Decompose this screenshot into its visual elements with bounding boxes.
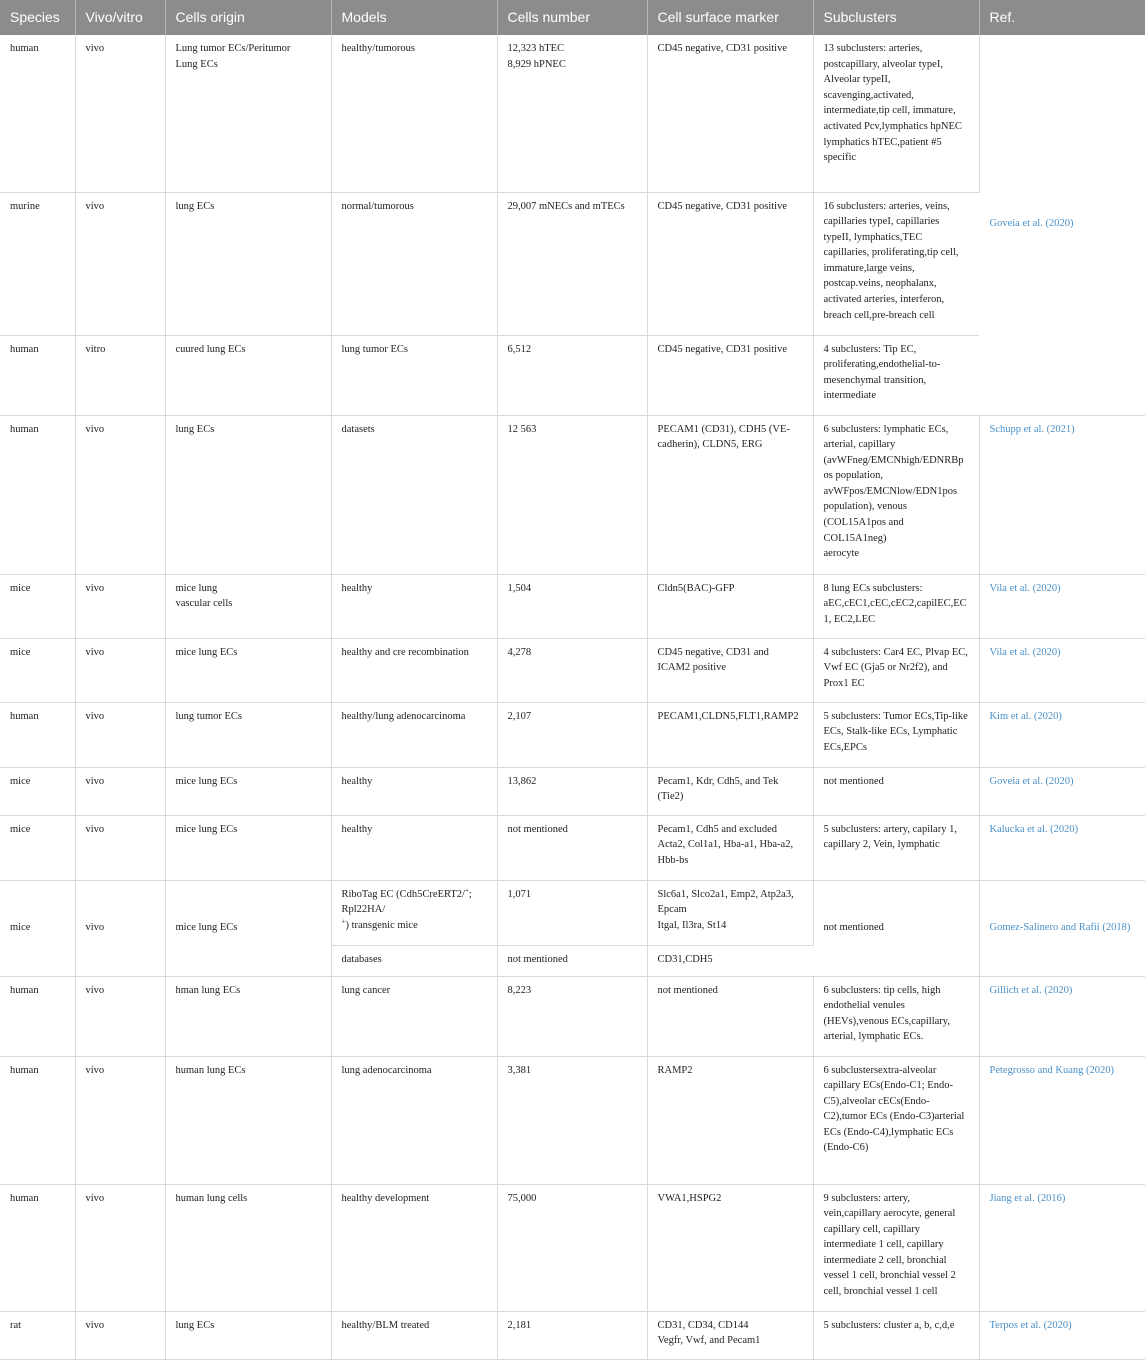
ref-link[interactable]: Kim et al. (2020) bbox=[979, 702, 1145, 767]
cell-cells-number: 1,071 bbox=[497, 880, 647, 945]
table-row bbox=[0, 815, 1145, 880]
cell-vivo-vitro: vivo bbox=[75, 574, 165, 638]
cell-subclusters: 16 subclusters: arteries, veins, capillaries typeI, capillaries typeII, lymphatics,TEC capillaries, proliferating,tip cell, immature,large veins, postcap.veins, neophalanx, activated arteries, interferon, breach cell,pre-breach cell bbox=[813, 192, 979, 335]
table-row bbox=[0, 1184, 1145, 1311]
cell-subclusters: not mentioned bbox=[813, 880, 979, 976]
ref-link[interactable]: Terpos et al. (2020) bbox=[979, 1311, 1145, 1359]
cell-surface-marker: PECAM1,CLDN5,FLT1,RAMP2 bbox=[647, 702, 813, 767]
cell-models: lung adenocarcinoma bbox=[331, 1056, 497, 1184]
cell-subclusters: 5 subclusters: artery, capilary 1, capillary 2, Vein, lymphatic bbox=[813, 815, 979, 880]
cell-cells-origin: mice lung ECs bbox=[165, 767, 331, 815]
cell-cells-number: 3,381 bbox=[497, 1056, 647, 1184]
cell-subclusters: 9 subclusters: artery, vein,capillary aerocyte, general capillary cell, capillary intermediate 1 cell, capillary intermediate 2 cell, bronchial vessel 1 cell, bronchial vessel 2 cell, bronchial vessel 1 cell bbox=[813, 1184, 979, 1311]
table-row bbox=[0, 35, 1145, 192]
cell-vivo-vitro: vivo bbox=[75, 1184, 165, 1311]
cell-species: mice bbox=[0, 767, 75, 815]
cell-vivo-vitro: vivo bbox=[75, 702, 165, 767]
cell-subclusters: 4 subclusters: Car4 EC, Plvap EC, Vwf EC (Gja5 or Nr2f2), and Prox1 EC bbox=[813, 638, 979, 702]
cell-species: rat bbox=[0, 1311, 75, 1359]
cell-subclusters: 13 subclusters: arteries, postcapillary, alveolar typeI, Alveolar typeII, scavenging,activated, intermediate,tip cell, immature, activated Pcv,lymphatics hpNEC lymphatics hTEC,patient #5 specific bbox=[813, 35, 979, 192]
cell-species: mice bbox=[0, 574, 75, 638]
cell-models: normal/tumorous bbox=[331, 192, 497, 335]
cell-models: healthy/tumorous bbox=[331, 35, 497, 192]
cell-subclusters: 6 subclusters: tip cells, high endothelial venules (HEVs),venous ECs,capillary, arterial, lymphatic ECs. bbox=[813, 976, 979, 1056]
header-row bbox=[0, 0, 1145, 35]
cell-models: datasets bbox=[331, 415, 497, 574]
cell-cells-number: 6,512 bbox=[497, 335, 647, 415]
superscript-plus: + bbox=[464, 886, 469, 894]
cell-species: murine bbox=[0, 192, 75, 335]
cell-species: mice bbox=[0, 638, 75, 702]
cell-subclusters: 8 lung ECs subclusters: aEC,cEC1,cEC,cEC2,capilEC,EC1, EC2,LEC bbox=[813, 574, 979, 638]
cell-models: lung tumor ECs bbox=[331, 335, 497, 415]
cell-cells-origin: lung ECs bbox=[165, 415, 331, 574]
cell-surface-marker: Pecam1, Kdr, Cdh5, and Tek (Tie2) bbox=[647, 767, 813, 815]
table-row bbox=[0, 638, 1145, 702]
cell-vivo-vitro: vivo bbox=[75, 1311, 165, 1359]
cell-models: healthy development bbox=[331, 1184, 497, 1311]
cell-subclusters: 5 subclusters: cluster a, b, c,d,e bbox=[813, 1311, 979, 1359]
cell-vivo-vitro: vivo bbox=[75, 880, 165, 976]
cell-species: human bbox=[0, 35, 75, 192]
ref-link[interactable]: Vila et al. (2020) bbox=[979, 574, 1145, 638]
cell-cells-origin: human lung ECs bbox=[165, 1056, 331, 1184]
cell-surface-marker: CD45 negative, CD31 positive bbox=[647, 192, 813, 335]
cell-species: human bbox=[0, 1184, 75, 1311]
cell-cells-number: 12,323 hTEC 8,929 hPNEC bbox=[497, 35, 647, 192]
cell-surface-marker: Slc6a1, Slco2a1, Emp2, Atp2a3, Epcam Itgal, Il3ra, St14 bbox=[647, 880, 813, 945]
table-row bbox=[0, 976, 1145, 1056]
table-row bbox=[0, 880, 1145, 945]
header-vivo-vitro: Vivo/vitro bbox=[75, 0, 165, 35]
cell-models: lung cancer bbox=[331, 976, 497, 1056]
header-cell-surface-marker: Cell surface marker bbox=[647, 0, 813, 35]
table-row bbox=[0, 702, 1145, 767]
cell-models: healthy bbox=[331, 767, 497, 815]
header-cells-number: Cells number bbox=[497, 0, 647, 35]
cell-surface-marker: Pecam1, Cdh5 and excluded Acta2, Col1a1, Hba-a1, Hba-a2, Hbb-bs bbox=[647, 815, 813, 880]
cell-subclusters: 4 subclusters: Tip EC, proliferating,endothelial-to-mesenchymal transition, intermediate bbox=[813, 335, 979, 415]
cell-subclusters: not mentioned bbox=[813, 767, 979, 815]
cell-cells-origin: mice lung ECs bbox=[165, 638, 331, 702]
cell-cells-number: 13,862 bbox=[497, 767, 647, 815]
ref-link[interactable]: Vila et al. (2020) bbox=[979, 638, 1145, 702]
cell-cells-number: not mentioned bbox=[497, 945, 647, 976]
cell-cells-origin: mice lung ECs bbox=[165, 815, 331, 880]
cell-subclusters: 5 subclusters: Tumor ECs,Tip-like ECs, Stalk-like ECs, Lymphatic ECs,EPCs bbox=[813, 702, 979, 767]
header-species: Species bbox=[0, 0, 75, 35]
cell-vivo-vitro: vivo bbox=[75, 767, 165, 815]
cell-cells-origin: Lung tumor ECs/Peritumor Lung ECs bbox=[165, 35, 331, 192]
cell-cells-number: 2,181 bbox=[497, 1311, 647, 1359]
cell-surface-marker: RAMP2 bbox=[647, 1056, 813, 1184]
cell-cells-origin: lung tumor ECs bbox=[165, 702, 331, 767]
header-models: Models bbox=[331, 0, 497, 35]
ref-link[interactable]: Goveia et al. (2020) bbox=[979, 767, 1145, 815]
cell-models: healthy and cre recombination bbox=[331, 638, 497, 702]
model-text-3: ) transgenic mice bbox=[345, 919, 418, 931]
cell-surface-marker: Cldn5(BAC)-GFP bbox=[647, 574, 813, 638]
header-cells-origin: Cells origin bbox=[165, 0, 331, 35]
cell-surface-marker: VWA1,HSPG2 bbox=[647, 1184, 813, 1311]
header-subclusters: Subclusters bbox=[813, 0, 979, 35]
cell-cells-number: 2,107 bbox=[497, 702, 647, 767]
cell-cells-origin: mice lung ECs bbox=[165, 880, 331, 976]
cell-models bbox=[331, 880, 497, 945]
cell-surface-marker: CD45 negative, CD31 positive bbox=[647, 335, 813, 415]
cell-cells-number: 4,278 bbox=[497, 638, 647, 702]
cell-cells-number: 8,223 bbox=[497, 976, 647, 1056]
table-row bbox=[0, 1311, 1145, 1359]
cell-subclusters: 6 subclustersextra-alveolar capillary ECs(Endo-C1; Endo-C5),alveolar cECs(Endo-C2),tumor ECs (Endo-C3)arterial ECs (Endo-C4),lymphatic ECs (Endo-C6) bbox=[813, 1056, 979, 1184]
ref-link[interactable]: Jiang et al. (2016) bbox=[979, 1184, 1145, 1311]
cell-cells-origin: lung ECs bbox=[165, 1311, 331, 1359]
cell-cells-origin: hman lung ECs bbox=[165, 976, 331, 1056]
cell-cells-origin: human lung cells bbox=[165, 1184, 331, 1311]
cell-cells-origin: lung ECs bbox=[165, 192, 331, 335]
table-row bbox=[0, 767, 1145, 815]
cell-vivo-vitro: vivo bbox=[75, 415, 165, 574]
ref-link[interactable]: Schupp et al. (2021) bbox=[979, 415, 1145, 574]
model-text-2: ; Rpl22HA/ bbox=[341, 888, 472, 916]
table-row bbox=[0, 192, 1145, 335]
cell-vivo-vitro: vivo bbox=[75, 35, 165, 192]
cell-surface-marker: CD45 negative, CD31 positive bbox=[647, 35, 813, 192]
cell-cells-number: not mentioned bbox=[497, 815, 647, 880]
cell-models: healthy bbox=[331, 815, 497, 880]
cell-species: human bbox=[0, 976, 75, 1056]
table-row bbox=[0, 415, 1145, 574]
cell-species: mice bbox=[0, 880, 75, 976]
ref-link[interactable]: Goveia et al. (2020) bbox=[979, 35, 1145, 415]
cell-surface-marker: CD31,CDH5 bbox=[647, 945, 813, 976]
model-text-1: RiboTag EC (Cdh5CreERT2/ bbox=[341, 888, 465, 900]
cell-cells-number: 1,504 bbox=[497, 574, 647, 638]
cell-subclusters: 6 subclusters: lymphatic ECs, arterial, capillary (avWFneg/EMCNhigh/EDNRBpos population, avWFpos/EMCNlow/EDN1pos population), venous (COL15A1pos and COL15A1neg) aerocyte bbox=[813, 415, 979, 574]
cell-species: mice bbox=[0, 815, 75, 880]
cell-cells-number: 75,000 bbox=[497, 1184, 647, 1311]
cell-surface-marker: not mentioned bbox=[647, 976, 813, 1056]
ref-link[interactable]: Gomez-Salinero and Rafii (2018) bbox=[979, 880, 1145, 976]
cell-cells-number: 12 563 bbox=[497, 415, 647, 574]
ref-link[interactable]: Gillich et al. (2020) bbox=[979, 976, 1145, 1056]
cell-vivo-vitro: vivo bbox=[75, 638, 165, 702]
table-row bbox=[0, 1056, 1145, 1184]
cell-surface-marker: CD45 negative, CD31 and ICAM2 positive bbox=[647, 638, 813, 702]
header-ref: Ref. bbox=[979, 0, 1145, 35]
cell-vivo-vitro: vivo bbox=[75, 976, 165, 1056]
cell-species: human bbox=[0, 1056, 75, 1184]
cell-species: human bbox=[0, 702, 75, 767]
ref-link[interactable]: Kalucka et al. (2020) bbox=[979, 815, 1145, 880]
cell-species: human bbox=[0, 415, 75, 574]
cell-cells-origin: mice lung vascular cells bbox=[165, 574, 331, 638]
cell-cells-origin: cuured lung ECs bbox=[165, 335, 331, 415]
cell-models: healthy/lung adenocarcinoma bbox=[331, 702, 497, 767]
cell-models: healthy/BLM treated bbox=[331, 1311, 497, 1359]
cell-cells-number: 29,007 mNECs and mTECs bbox=[497, 192, 647, 335]
superscript-plus: + bbox=[341, 917, 346, 926]
table-row bbox=[0, 574, 1145, 638]
cell-vivo-vitro: vitro bbox=[75, 335, 165, 415]
cell-surface-marker: CD31, CD34, CD144 Vegfr, Vwf, and Pecam1 bbox=[647, 1311, 813, 1359]
cell-models: healthy bbox=[331, 574, 497, 638]
cell-vivo-vitro: vivo bbox=[75, 1056, 165, 1184]
cell-models: databases bbox=[331, 945, 497, 976]
cell-species: human bbox=[0, 335, 75, 415]
cell-vivo-vitro: vivo bbox=[75, 192, 165, 335]
cell-surface-marker: PECAM1 (CD31), CDH5 (VE-cadherin), CLDN5, ERG bbox=[647, 415, 813, 574]
ref-link[interactable]: Petegrosso and Kuang (2020) bbox=[979, 1056, 1145, 1184]
table-row bbox=[0, 335, 1145, 415]
cell-vivo-vitro: vivo bbox=[75, 815, 165, 880]
